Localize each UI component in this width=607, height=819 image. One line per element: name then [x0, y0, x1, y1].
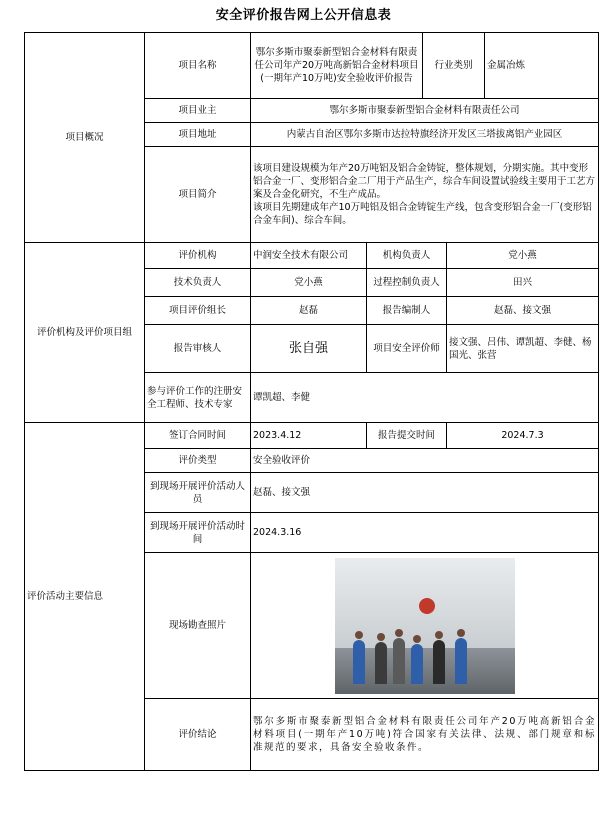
address-label: 项目地址 [145, 123, 251, 147]
tech-head-label: 技术负责人 [145, 269, 251, 297]
org-head-value: 党小燕 [447, 243, 599, 269]
site-time-value: 2024.3.16 [251, 513, 599, 553]
type-value: 安全验收评价 [251, 449, 599, 473]
person-figure [455, 638, 467, 684]
report-author-value: 赵磊、接文强 [447, 297, 599, 325]
info-table [24, 32, 599, 771]
process-head-label: 过程控制负责人 [367, 269, 447, 297]
team-leader-label: 项目评价组长 [145, 297, 251, 325]
intro-label: 项目简介 [145, 147, 251, 243]
org-head-label: 机构负责人 [367, 243, 447, 269]
intro-value [251, 147, 599, 243]
contract-date-label: 签订合同时间 [145, 423, 251, 449]
project-name-label: 项目名称 [145, 33, 251, 99]
conclusion-value: 鄂尔多斯市聚泰新型铝合金材料有限责任公司年产20万吨高新铝合金材料项目(一期年产10万吨)符合国家有关法律、法规、部门规章和标准规范的要求，具备安全验收条件。 [251, 699, 599, 771]
type-label: 评价类型 [145, 449, 251, 473]
intro-paragraph-1: 该项目建设规模为年产20万吨铝及铝合金铸锭，整体规划，分期实施。其中变形铝合金一厂、变形铝合金二厂用于产品生产，综合车间设置试验线主要用于工艺方案及合金化研究，不生产成品。 [253, 163, 596, 200]
agency-section-label: 评价机构及评价项目组 [25, 243, 145, 423]
person-figure [411, 644, 423, 684]
safety-evaluators-label: 项目安全评价师 [367, 325, 447, 373]
team-leader-value: 赵磊 [251, 297, 367, 325]
safety-evaluators-value: 接文强、吕伟、谭凯超、李健、杨国光、张营 [447, 325, 599, 373]
contract-date-value: 2023.4.12 [251, 423, 367, 449]
company-logo-icon [419, 598, 435, 614]
submit-date-label: 报告提交时间 [367, 423, 447, 449]
address-value: 内蒙古自治区鄂尔多斯市达拉特旗经济开发区三塔拔离铝产业园区 [251, 123, 599, 147]
process-head-value: 田兴 [447, 269, 599, 297]
page-title: 安全评价报告网上公开信息表 [215, 8, 392, 23]
tech-head-value: 党小燕 [251, 269, 367, 297]
org-value: 中润安全技术有限公司 [251, 243, 367, 269]
experts-label: 参与评价工作的注册安全工程师、技术专家 [145, 373, 251, 423]
person-figure [375, 642, 387, 684]
report-author-label: 报告编制人 [367, 297, 447, 325]
person-figure [353, 640, 365, 684]
experts-value: 谭凯超、李健 [251, 373, 599, 423]
site-photo [335, 558, 515, 694]
site-staff-label: 到现场开展评价活动人员 [145, 473, 251, 513]
project-name-value: 鄂尔多斯市聚泰新型铝合金材料有限责任公司年产20万吨高新铝合金材料项目(一期年产10万吨)安全验收评价报告 [251, 33, 423, 99]
overview-section-label: 项目概况 [25, 33, 145, 243]
conclusion-label: 评价结论 [145, 699, 251, 771]
person-figure [393, 638, 405, 684]
submit-date-value: 2024.7.3 [447, 423, 599, 449]
org-label: 评价机构 [145, 243, 251, 269]
activity-section-label: 评价活动主要信息 [25, 423, 145, 771]
site-staff-value: 赵磊、接文强 [251, 473, 599, 513]
industry-label: 行业类别 [423, 33, 485, 99]
intro-paragraph-2: 该项目先期建成年产10万吨铝及铝合金铸锭生产线，包含变形铝合金一厂(变形铝合金车间)、综合车间。 [253, 202, 592, 226]
reviewer-value: 张自强 [251, 325, 367, 373]
photo-label: 现场勘查照片 [145, 553, 251, 699]
photo-cell [251, 553, 599, 699]
owner-value: 鄂尔多斯市聚泰新型铝合金材料有限责任公司 [251, 99, 599, 123]
person-figure [433, 640, 445, 684]
reviewer-label: 报告审核人 [145, 325, 251, 373]
site-time-label: 到现场开展评价活动时间 [145, 513, 251, 553]
industry-value: 金属冶炼 [485, 33, 599, 99]
owner-label: 项目业主 [145, 99, 251, 123]
